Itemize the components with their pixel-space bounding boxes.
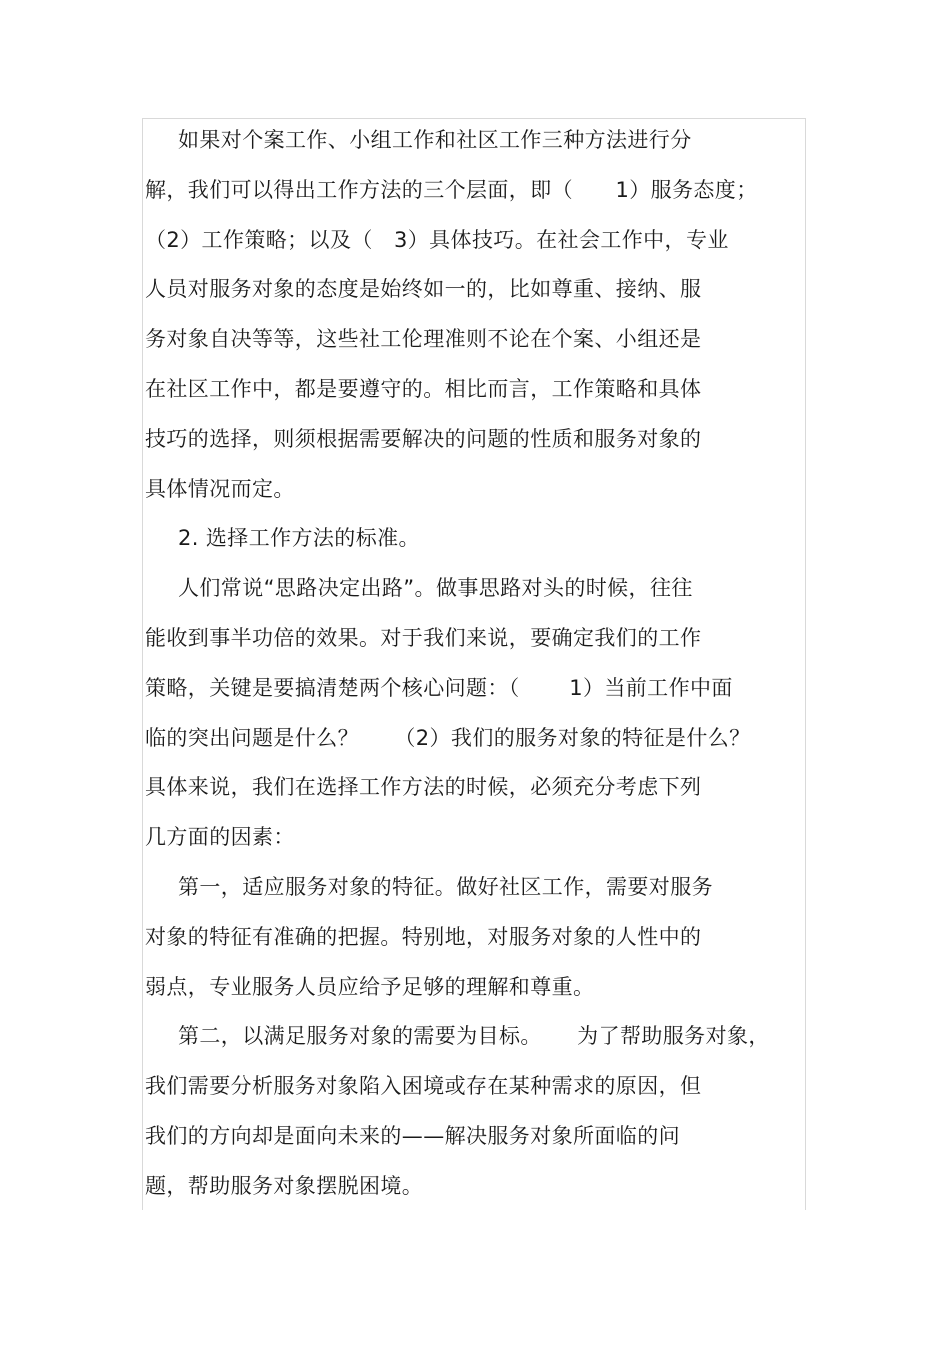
text-line: 技巧的选择，则须根据需要解决的问题的性质和服务对象的 (145, 426, 702, 451)
text-line: 我们需要分析服务对象陷入困境或存在某种需求的原因，但 (145, 1074, 702, 1099)
text-line: 在社区工作中，都是要遵守的。相比而言，工作策略和具体 (145, 376, 702, 401)
text-line: 2. 选择工作方法的标准。 (178, 526, 420, 551)
text-line: 人员对服务对象的态度是始终如一的，比如尊重、接纳、服 (145, 277, 702, 302)
text-line: 临的突出问题是什么？ （2）我们的服务对象的特征是什么？ (145, 725, 751, 750)
text-line: 第一，适应服务对象的特征。做好社区工作，需要对服务 (178, 874, 713, 899)
text-line: 务对象自决等等，这些社工伦理准则不论在个案、小组还是 (145, 327, 702, 352)
text-line: 具体情况而定。 (145, 476, 295, 501)
text-line: （2）工作策略；以及（ 3）具体技巧。在社会工作中，专业 (145, 227, 729, 252)
document-body (145, 116, 795, 1212)
text-line: 几方面的因素： (145, 825, 295, 850)
text-line: 如果对个案工作、小组工作和社区工作三种方法进行分 (178, 128, 692, 152)
text-line: 策略，关键是要搞清楚两个核心问题：（ 1）当前工作中面 (145, 675, 733, 700)
text-line: 能收到事半功倍的效果。对于我们来说，要确定我们的工作 (145, 625, 702, 650)
text-line: 对象的特征有准确的把握。特别地，对服务对象的人性中的 (145, 924, 702, 949)
text-line: 我们的方向却是面向未来的——解决服务对象所面临的问 (145, 1123, 680, 1148)
text-line: 第二，以满足服务对象的需要为目标。 为了帮助服务对象， (178, 1024, 770, 1049)
text-line: 弱点，专业服务人员应给予足够的理解和尊重。 (145, 974, 595, 999)
text-line: 人们常说“思路决定出路”。做事思路对头的时候，往往 (178, 576, 693, 601)
text-line: 具体来说，我们在选择工作方法的时候，必须充分考虑下列 (145, 775, 702, 800)
text-line: 题，帮助服务对象摆脱困境。 (145, 1173, 424, 1198)
text-line: 解，我们可以得出工作方法的三个层面，即（ 1）服务态度； (145, 177, 758, 202)
